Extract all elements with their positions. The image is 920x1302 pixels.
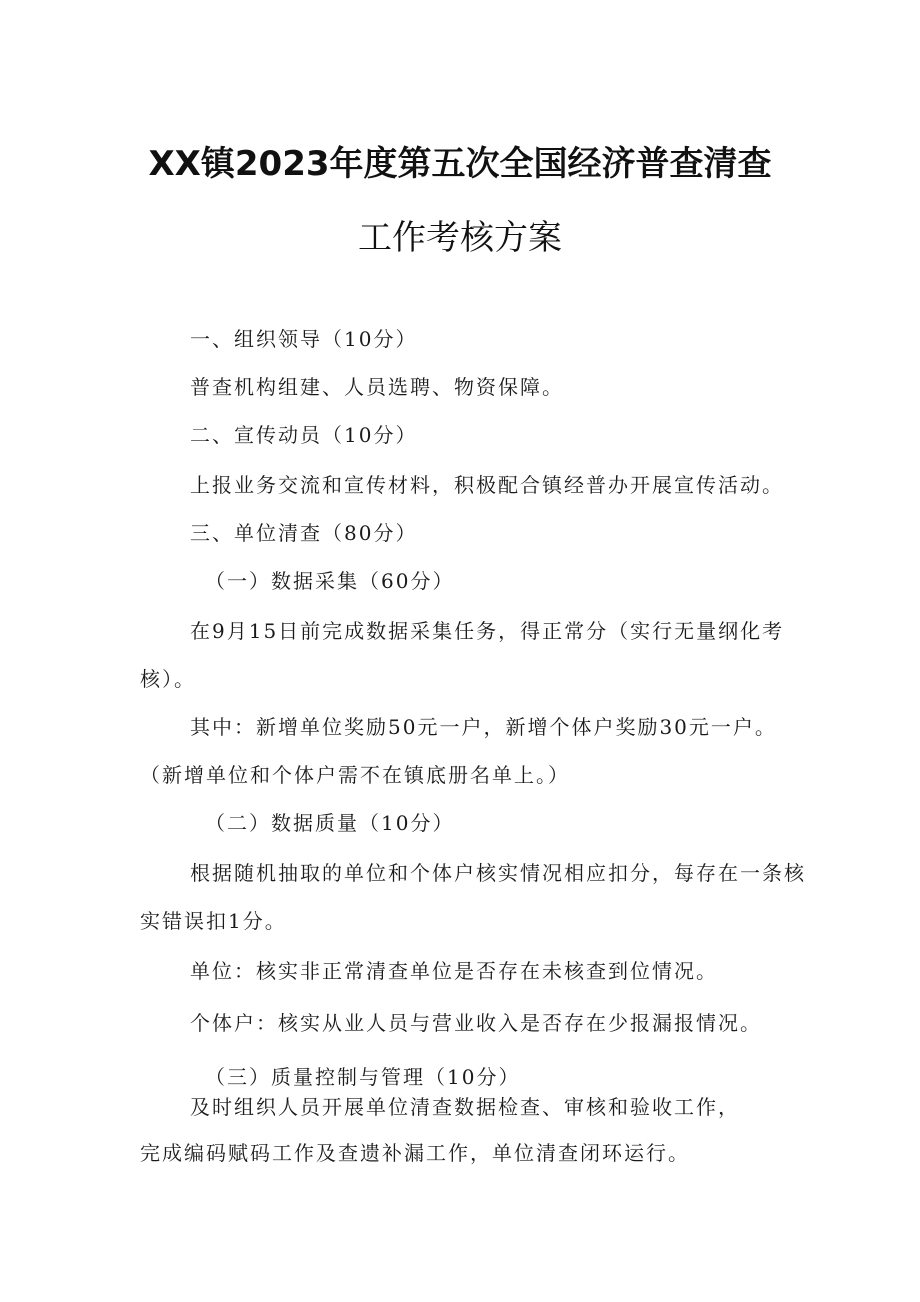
paragraph-data-quality: 根据随机抽取的单位和个体户核实情况相应扣分，每存在一条核 [190,861,806,885]
section-heading-organization: 一、组织领导（10分） [190,327,418,351]
paragraph-organization: 普查机构组建、人员选聘、物资保障。 [190,375,564,399]
paragraph-quality-control: 及时组织人员开展单位清查数据检查、审核和验收工作， [190,1095,740,1119]
subsection-heading-data-quality: （二）数据质量（10分） [205,811,455,835]
document-title-line-2: 工作考核方案 [358,218,562,258]
section-heading-unit-census: 三、单位清查（80分） [190,521,418,545]
paragraph-data-collection: 在9月15日前完成数据采集任务，得正常分（实行无量纲化考 [190,619,785,643]
paragraph-unit-check: 单位：核实非正常清查单位是否存在未核查到位情况。 [190,959,718,983]
paragraph-publicity: 上报业务交流和宣传材料，积极配合镇经普办开展宣传活动。 [190,473,784,497]
paragraph-data-collection-cont: 核）。 [140,667,196,691]
document-title-line-1: XX镇2023年度第五次全国经济普查清查 [148,144,772,184]
paragraph-household-check: 个体户：核实从业人员与营业收入是否存在少报漏报情况。 [190,1011,762,1035]
paragraph-rewards: 其中：新增单位奖励50元一户，新增个体户奖励30元一户。 [190,715,777,739]
section-heading-publicity: 二、宣传动员（10分） [190,423,418,447]
paragraph-data-quality-cont: 实错误扣1分。 [140,909,287,933]
paragraph-rewards-note: （新增单位和个体户需不在镇底册名单上。） [140,763,570,787]
subsection-heading-data-collection: （一）数据采集（60分） [205,569,455,593]
subsection-heading-quality-control: （三）质量控制与管理（10分） [205,1065,521,1089]
paragraph-quality-control-cont: 完成编码赋码工作及查遗补漏工作，单位清查闭环运行。 [140,1141,690,1165]
